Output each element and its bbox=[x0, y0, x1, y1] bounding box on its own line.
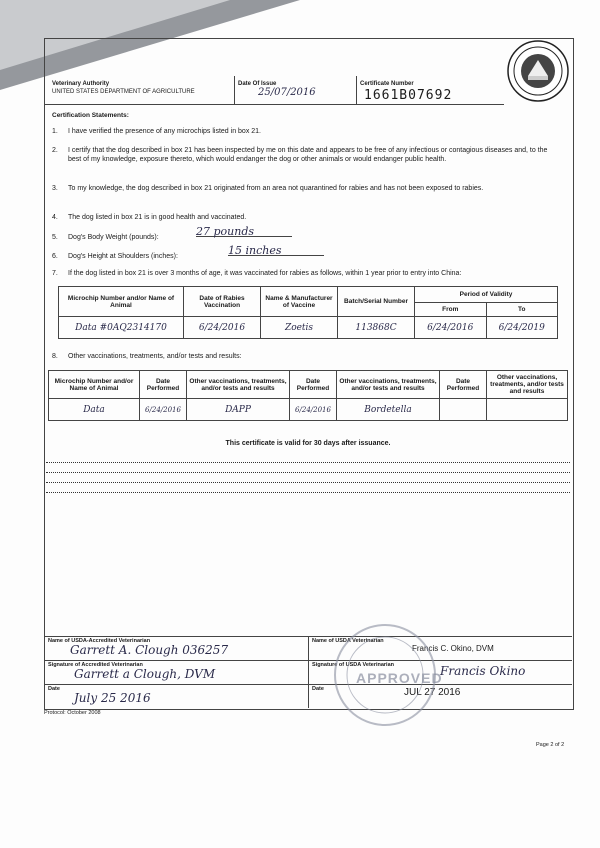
statement-text: Dog's Height at Shoulders (inches): bbox=[68, 253, 178, 260]
protocol-note: Protocol: October 2008 bbox=[44, 710, 101, 716]
other-animal: Data bbox=[49, 399, 140, 421]
statements-title: Certification Statements: bbox=[52, 112, 129, 119]
statement-text: I certify that the dog described in box 21 has been inspected by me on this date and appears to be free of any infectious or contagious diseases and, to the best of my knowledge, exposure thereto, which would endanger the dog or other animals or would endanger public health. bbox=[68, 147, 548, 163]
dotted-line bbox=[46, 482, 570, 483]
rabies-batch: 113868C bbox=[338, 317, 415, 339]
date-value: July 25 2016 bbox=[74, 691, 151, 705]
col-manufacturer: Name & Manufacturer of Vaccine bbox=[261, 287, 338, 317]
acc-vet-sig-label: Signature of Accredited Veterinarian bbox=[48, 662, 143, 668]
statement-number: 7. bbox=[52, 270, 58, 277]
dotted-line bbox=[46, 462, 570, 463]
authority-label: Veterinary Authority bbox=[52, 81, 110, 87]
certificate-number bbox=[360, 80, 500, 108]
statement-text: To my knowledge, the dog described in box 21 originated from an area not quarantined for rabies and has not been exposed to rabies. bbox=[68, 185, 484, 192]
rabies-manufacturer: Zoetis bbox=[261, 317, 338, 339]
col-validity: Period of Validity bbox=[415, 287, 558, 303]
usda-vet-signature: Francis Okino bbox=[440, 664, 526, 678]
usda-vet-sig-label: Signature of USDA Veterinarian bbox=[312, 662, 395, 668]
col-microchip: Microchip Number and/or Name of Animal bbox=[59, 287, 184, 317]
rabies-date: 6/24/2016 bbox=[184, 317, 261, 339]
cert-value: 1661B07692 bbox=[364, 88, 453, 103]
col-from: From bbox=[415, 303, 487, 317]
col-to: To bbox=[486, 303, 558, 317]
statement-text: Other vaccinations, treatments, and/or tests and results: bbox=[68, 353, 242, 360]
statement-number: 6. bbox=[52, 253, 58, 260]
dotted-line bbox=[46, 492, 570, 493]
rabies-to: 6/24/2019 bbox=[486, 317, 558, 339]
col-batch: Batch/Serial Number bbox=[338, 287, 415, 317]
veterinary-authority bbox=[52, 80, 232, 108]
statement-number: 8. bbox=[52, 353, 58, 360]
usda-date-value: JUL 27 2016 bbox=[404, 687, 461, 698]
date-issue-value: 25/07/2016 bbox=[258, 87, 316, 98]
other-treatment-3 bbox=[487, 399, 568, 421]
statement-number: 5. bbox=[52, 234, 58, 241]
statement-text: Dog's Body Weight (pounds): bbox=[68, 234, 159, 241]
page-number: Page 2 of 2 bbox=[536, 742, 565, 748]
acc-vet-signature: Garrett a Clough, DVM bbox=[74, 667, 216, 681]
weight-value: 27 pounds bbox=[196, 227, 292, 237]
rabies-from: 6/24/2016 bbox=[415, 317, 487, 339]
statement-text: I have verified the presence of any microchips listed in box 21. bbox=[68, 128, 261, 135]
usda-vet-name-label: Name of USDA Veterinarian bbox=[312, 638, 384, 644]
other-date-2: 6/24/2016 bbox=[290, 399, 337, 421]
col-treatment-1: Other vaccinations, treatments, and/or tests and results bbox=[187, 371, 290, 399]
other-date-1: 6/24/2016 bbox=[140, 399, 187, 421]
header-row bbox=[44, 76, 504, 105]
rabies-microchip: Data #0AQ2314170 bbox=[59, 317, 184, 339]
col-date-3: Date Performed bbox=[440, 371, 487, 399]
authority-value: UNITED STATES DEPARTMENT OF AGRICULTURE bbox=[52, 89, 195, 95]
statement-number: 4. bbox=[52, 214, 58, 221]
col-rabies-date: Date of Rabies Vaccination bbox=[184, 287, 261, 317]
validity-note: This certificate is valid for 30 days after issuance. bbox=[225, 440, 391, 447]
usda-seal-icon bbox=[504, 38, 572, 104]
statement-text: The dog listed in box 21 is in good health and vaccinated. bbox=[68, 214, 247, 221]
acc-vet-name-value: Garrett A. Clough 036257 bbox=[70, 643, 229, 657]
statement-number: 2. bbox=[52, 147, 58, 154]
other-vaccinations-table bbox=[48, 370, 568, 421]
col-microchip: Microchip Number and/or Name of Animal bbox=[49, 371, 140, 399]
col-treatment-2: Other vaccinations, treatments, and/or tests and results bbox=[337, 371, 440, 399]
stamp-text: APPROVED bbox=[356, 670, 443, 686]
rabies-table bbox=[58, 286, 558, 339]
col-date-2: Date Performed bbox=[290, 371, 337, 399]
other-treatment-1: DAPP bbox=[187, 399, 290, 421]
other-treatment-2: Bordetella bbox=[337, 399, 440, 421]
statement-text: If the dog listed in box 21 is over 3 months of age, it was vaccinated for rabies as follows, within 1 year prior to entry into China: bbox=[68, 270, 462, 277]
cert-label: Certificate Number bbox=[360, 81, 414, 87]
col-treatment-3: Other vaccinations, treatments, and/or tests and results bbox=[487, 371, 568, 399]
statement-number: 3. bbox=[52, 185, 58, 192]
date-label: Date bbox=[48, 686, 60, 692]
usda-vet-name-value: Francis C. Okino, DVM bbox=[412, 644, 494, 653]
date-issue-label: Date Of Issue bbox=[238, 81, 277, 87]
usda-date-label: Date bbox=[312, 686, 324, 692]
acc-vet-name-label: Name of USDA-Accredited Veterinarian bbox=[48, 638, 151, 644]
other-date-3 bbox=[440, 399, 487, 421]
height-value: 15 inches bbox=[228, 246, 324, 256]
col-date-1: Date Performed bbox=[140, 371, 187, 399]
statement-number: 1. bbox=[52, 128, 58, 135]
dotted-line bbox=[46, 472, 570, 473]
date-of-issue bbox=[238, 80, 358, 108]
